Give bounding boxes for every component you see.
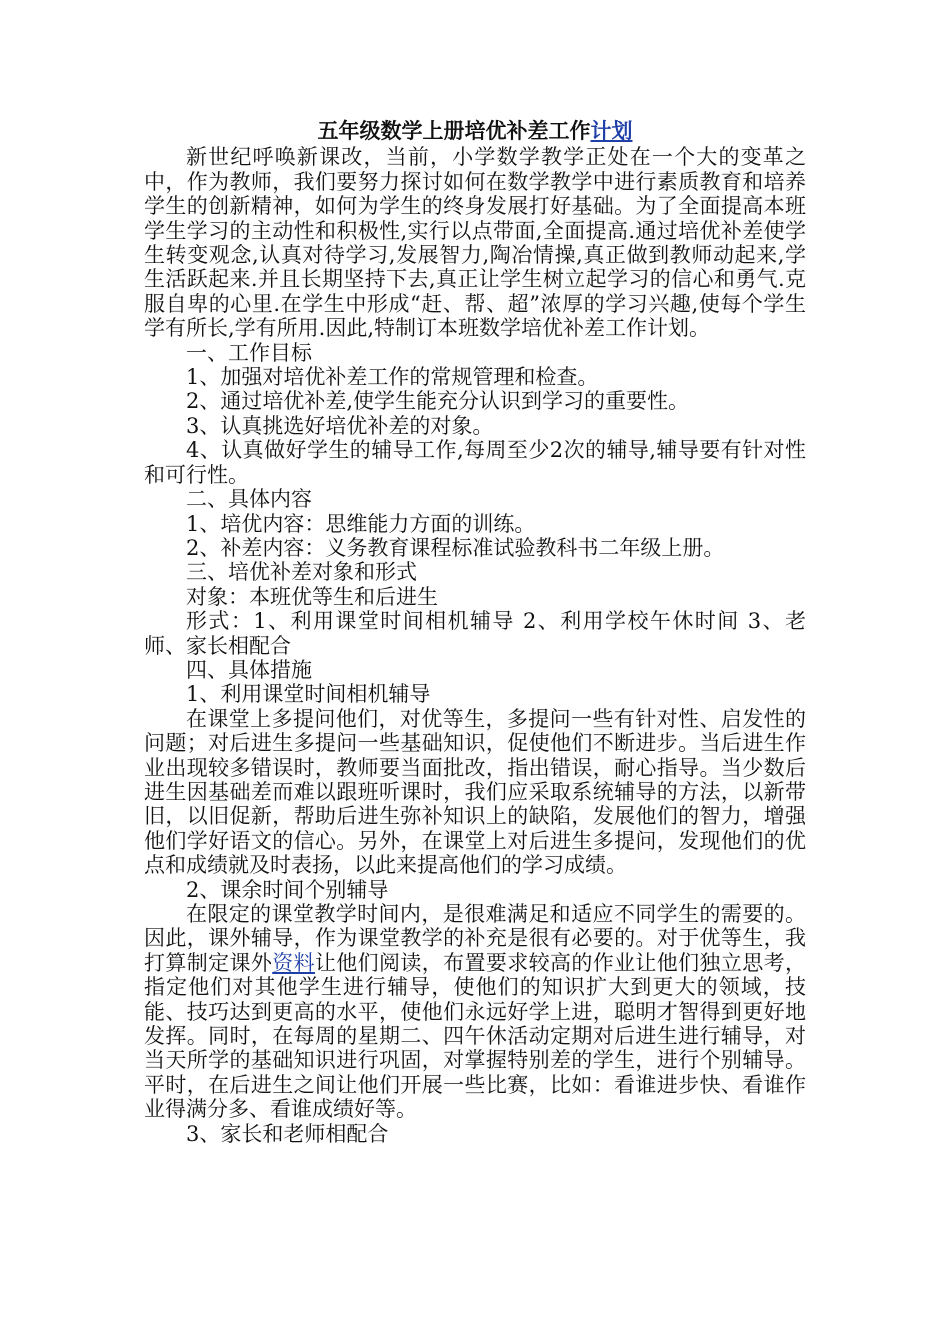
- goal-item: 1、加强对培优补差工作的常规管理和检查。: [186, 365, 599, 390]
- materials-link[interactable]: 资料: [272, 950, 315, 975]
- document-title: [144, 119, 806, 143]
- measure-text-before: 在限定的课堂教学时间内，是很难满足和适应不同学生的需要的。因此，课外辅导，作为课堂教学的补充是很有必要的。对于优等生，我打算制定课外: [144, 902, 806, 975]
- measure-paragraph: [144, 902, 806, 1122]
- intro-paragraph: 新世纪呼唤新课改，当前，小学数学教学正处在一个大的变革之中，作为教师，我们要努力探讨如何在数学教学中进行素质教育和培养学生的创新精神，如何为学生的终身发展打好基础。为了全面提高本班学生学习的主动性和积极性,实行以点带面,全面提高.通过培优补差使学生转变观念,认真对待学习,发展智力,陶冶情操,真正做到教师动起来,学生活跃起来.并且长期坚持下去,真正让学生树立起学习的信心和勇气.克服自卑的心里.在学生中形成“赶、帮、超”浓厚的学习兴趣,使每个学生学有所长,学有所用.因此,特制订本班数学培优补差工作计划。: [144, 145, 806, 341]
- section-heading-goals: 一、工作目标: [186, 340, 312, 365]
- goal-item: 4、认真做好学生的辅导工作,每周至少2次的辅导,辅导要有针对性和可行性。: [144, 438, 806, 487]
- forms-item: 形式：1、利用课堂时间相机辅导 2、利用学校午休时间 3、老师、家长相配合: [144, 609, 806, 658]
- section-heading-measures: 四、具体措施: [186, 657, 312, 682]
- section-heading-targets: 三、培优补差对象和形式: [186, 560, 417, 585]
- goal-item: 3、认真挑选好培优补差的对象。: [186, 413, 494, 438]
- measure-heading: 2、课余时间个别辅导: [186, 877, 389, 902]
- measure-heading: 1、利用课堂时间相机辅导: [186, 682, 431, 707]
- targets-item: 对象：本班优等生和后进生: [186, 584, 438, 609]
- content-item: 2、补差内容：义务教育课程标准试验教科书二年级上册。: [186, 535, 725, 560]
- document-page: [144, 119, 806, 1146]
- measure-heading: 3、家长和老师相配合: [186, 1121, 389, 1146]
- section-heading-content: 二、具体内容: [186, 487, 312, 512]
- measure-text-after: 让他们阅读，布置要求较高的作业让他们独立思考，指定他们对其他学生进行辅导，使他们的知识扩大到更大的领域，技能、技巧达到更高的水平，使他们永远好学上进，聪明才智得到更好地发挥。同时，在每周的星期二、四午休活动定期对后进生进行辅导，对当天所学的基础知识进行巩固，对掌握特别差的学生，进行个别辅导。平时，在后进生之间让他们开展一些比赛，比如：看谁进步快、看谁作业得满分多、看谁成绩好等。: [144, 950, 807, 1122]
- content-item: 1、培优内容：思维能力方面的训练。: [186, 511, 536, 536]
- title-text: 五年级数学上册培优补差工作: [317, 118, 591, 143]
- goal-item: 2、通过培优补差,使学生能充分认识到学习的重要性。: [186, 389, 690, 414]
- title-link-plan[interactable]: 计划: [590, 118, 633, 143]
- measure-paragraph: 在课堂上多提问他们，对优等生，多提问一些有针对性、启发性的问题；对后进生多提问一些基础知识，促使他们不断进步。当后进生作业出现较多错误时，教师要当面批改，指出错误，耐心指导。当少数后进生因基础差而难以跟班听课时，我们应采取系统辅导的方法，以新带旧，以旧促新，帮助后进生弥补知识上的缺陷，发展他们的智力，增强他们学好语文的信心。另外，在课堂上对后进生多提问，发现他们的优点和成绩就及时表扬，以此来提高他们的学习成绩。: [144, 706, 806, 878]
